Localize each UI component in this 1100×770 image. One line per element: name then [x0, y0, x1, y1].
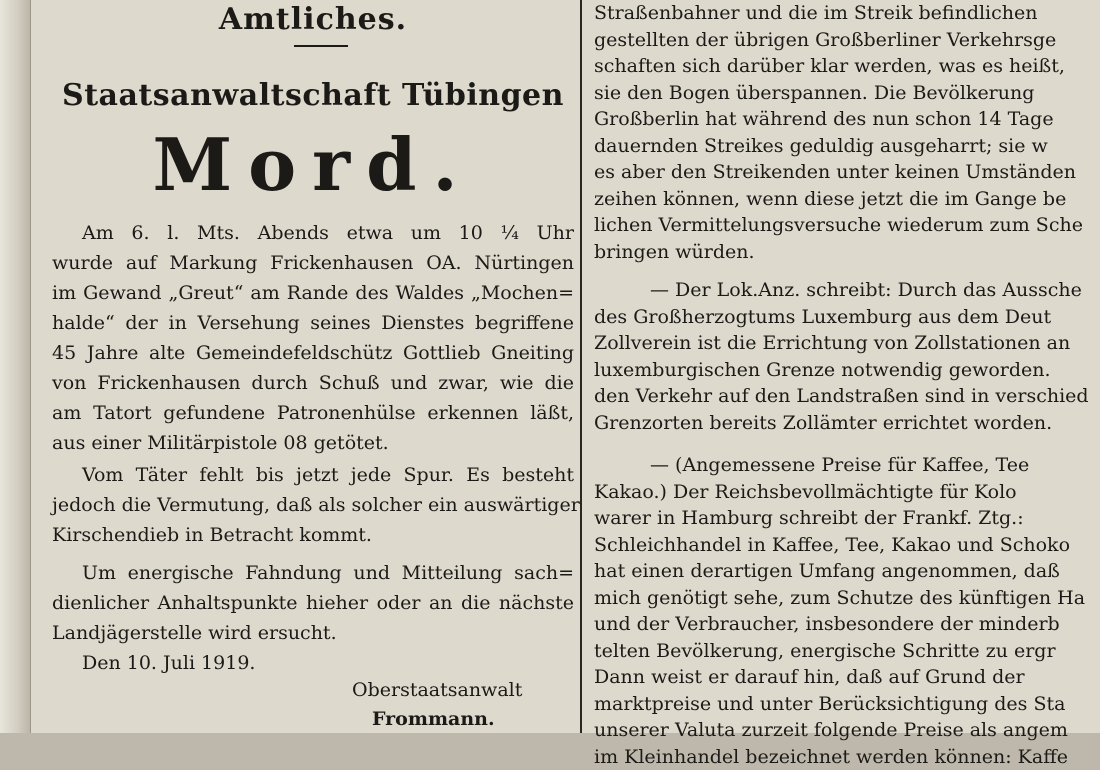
- text-line: sie den Bogen überspannen. Die Bevölkerung: [594, 80, 1100, 107]
- text-line: zeihen können, wenn diese jetzt die im Gange be: [594, 186, 1100, 213]
- text-line: dienlicher Anhaltspunkte hieher oder an die nächste: [52, 588, 574, 618]
- text-line: Kakao.) Der Reichsbevollmächtigte für Kolo: [594, 479, 1100, 506]
- article-paragraph-3: [594, 452, 1100, 770]
- text-line: von Frickenhausen durch Schuß und zwar, wie die: [52, 368, 574, 398]
- text-line: lichen Vermittelungsversuche wiederum zum Sche: [594, 212, 1100, 239]
- text-line: des Großherzogtums Luxemburg aus dem Deut: [594, 304, 1100, 331]
- page-fold-edge: [0, 0, 31, 733]
- text-line: Am 6. l. Mts. Abends etwa um 10 ¼ Uhr: [52, 218, 574, 248]
- text-line: Großberlin hat während des nun schon 14 Tage: [594, 106, 1100, 133]
- text-line: es aber den Streikenden unter keinen Umständen: [594, 159, 1100, 186]
- text-line: wurde auf Markung Frickenhausen OA. Nürtingen: [52, 248, 574, 278]
- office-title: Staatsanwaltschaft Tübingen: [52, 76, 574, 116]
- text-line: — (Angemessene Preise für Kaffee, Tee: [594, 452, 1100, 479]
- text-line: Landjägerstelle wird ersucht.: [52, 618, 574, 648]
- text-line: halde“ der in Versehung seines Dienstes begriffene: [52, 308, 574, 338]
- date-paragraph: [52, 648, 574, 678]
- text-line: 45 Jahre alte Gemeindefeldschütz Gottlieb Gneiting: [52, 338, 574, 368]
- left-column: [52, 0, 574, 733]
- text-line: marktpreise und unter Berücksichtigung des Sta: [594, 691, 1100, 718]
- headline: Mord.: [52, 120, 574, 210]
- column-divider: [580, 0, 582, 733]
- text-line: Schleichhandel in Kaffee, Tee, Kakao und Schoko: [594, 532, 1100, 559]
- text-line: mich genötigt sehe, zum Schutze des künftigen Ha: [594, 585, 1100, 612]
- text-line: gestellten der übrigen Großberliner Verkehrsge: [594, 27, 1100, 54]
- heading-rule: [294, 45, 348, 47]
- text-line: im Kleinhandel bezeichnet werden können: Kaffe: [594, 744, 1100, 770]
- paragraph-gap: [594, 436, 1100, 452]
- signature-name: Frommann.: [372, 706, 495, 732]
- text-line: jedoch die Vermutung, daß als solcher ein auswärtiger: [52, 490, 574, 520]
- text-line: unserer Valuta zurzeit folgende Preise als angem: [594, 717, 1100, 744]
- text-line: dauernden Streikes geduldig ausgeharrt; sie w: [594, 133, 1100, 160]
- text-line: Straßenbahner und die im Streik befindlichen: [594, 0, 1100, 27]
- text-line: — Der Lok.Anz. schreibt: Durch das Aussche: [594, 277, 1100, 304]
- text-line: Vom Täter fehlt bis jetzt jede Spur. Es besteht: [52, 460, 574, 490]
- article-paragraph-1: [594, 0, 1100, 265]
- text-line: Zollverein ist die Errichtung von Zollstationen an: [594, 330, 1100, 357]
- text-line: hat einen derartigen Umfang angenommen, daß: [594, 558, 1100, 585]
- text-line: Um energische Fahndung und Mitteilung sach=: [52, 558, 574, 588]
- date-line: Den 10. Juli 1919.: [52, 648, 574, 678]
- text-line: Kirschendieb in Betracht kommt.: [52, 520, 574, 550]
- text-line: telten Bevölkerung, energische Schritte zu ergr: [594, 638, 1100, 665]
- text-line: am Tatort gefundene Patronenhülse erkennen läßt,: [52, 398, 574, 428]
- text-line: aus einer Militärpistole 08 getötet.: [52, 428, 574, 458]
- text-line: im Gewand „Greut“ am Rande des Waldes „Mochen=: [52, 278, 574, 308]
- notice-paragraph-1: [52, 218, 574, 458]
- right-column: [594, 0, 1100, 733]
- text-line: Dann weist er darauf hin, daß auf Grund der: [594, 664, 1100, 691]
- paragraph-gap: [594, 265, 1100, 277]
- text-line: den Verkehr auf den Landstraßen sind in verschied: [594, 383, 1100, 410]
- text-line: bringen würden.: [594, 239, 1100, 266]
- signature-title: Oberstaatsanwalt: [352, 676, 522, 704]
- text-line: und der Verbraucher, insbesondere der minderb: [594, 611, 1100, 638]
- section-heading: Amtliches.: [52, 0, 574, 40]
- article-paragraph-2: [594, 277, 1100, 436]
- text-line: warer in Hamburg schreibt der Frankf. Ztg.:: [594, 505, 1100, 532]
- notice-paragraph-3: [52, 558, 574, 648]
- text-line: schaften sich darüber klar werden, was es heißt,: [594, 53, 1100, 80]
- text-line: Grenzorten bereits Zollämter errichtet worden.: [594, 410, 1100, 437]
- notice-paragraph-2: [52, 460, 574, 550]
- text-line: luxemburgischen Grenze notwendig geworden.: [594, 357, 1100, 384]
